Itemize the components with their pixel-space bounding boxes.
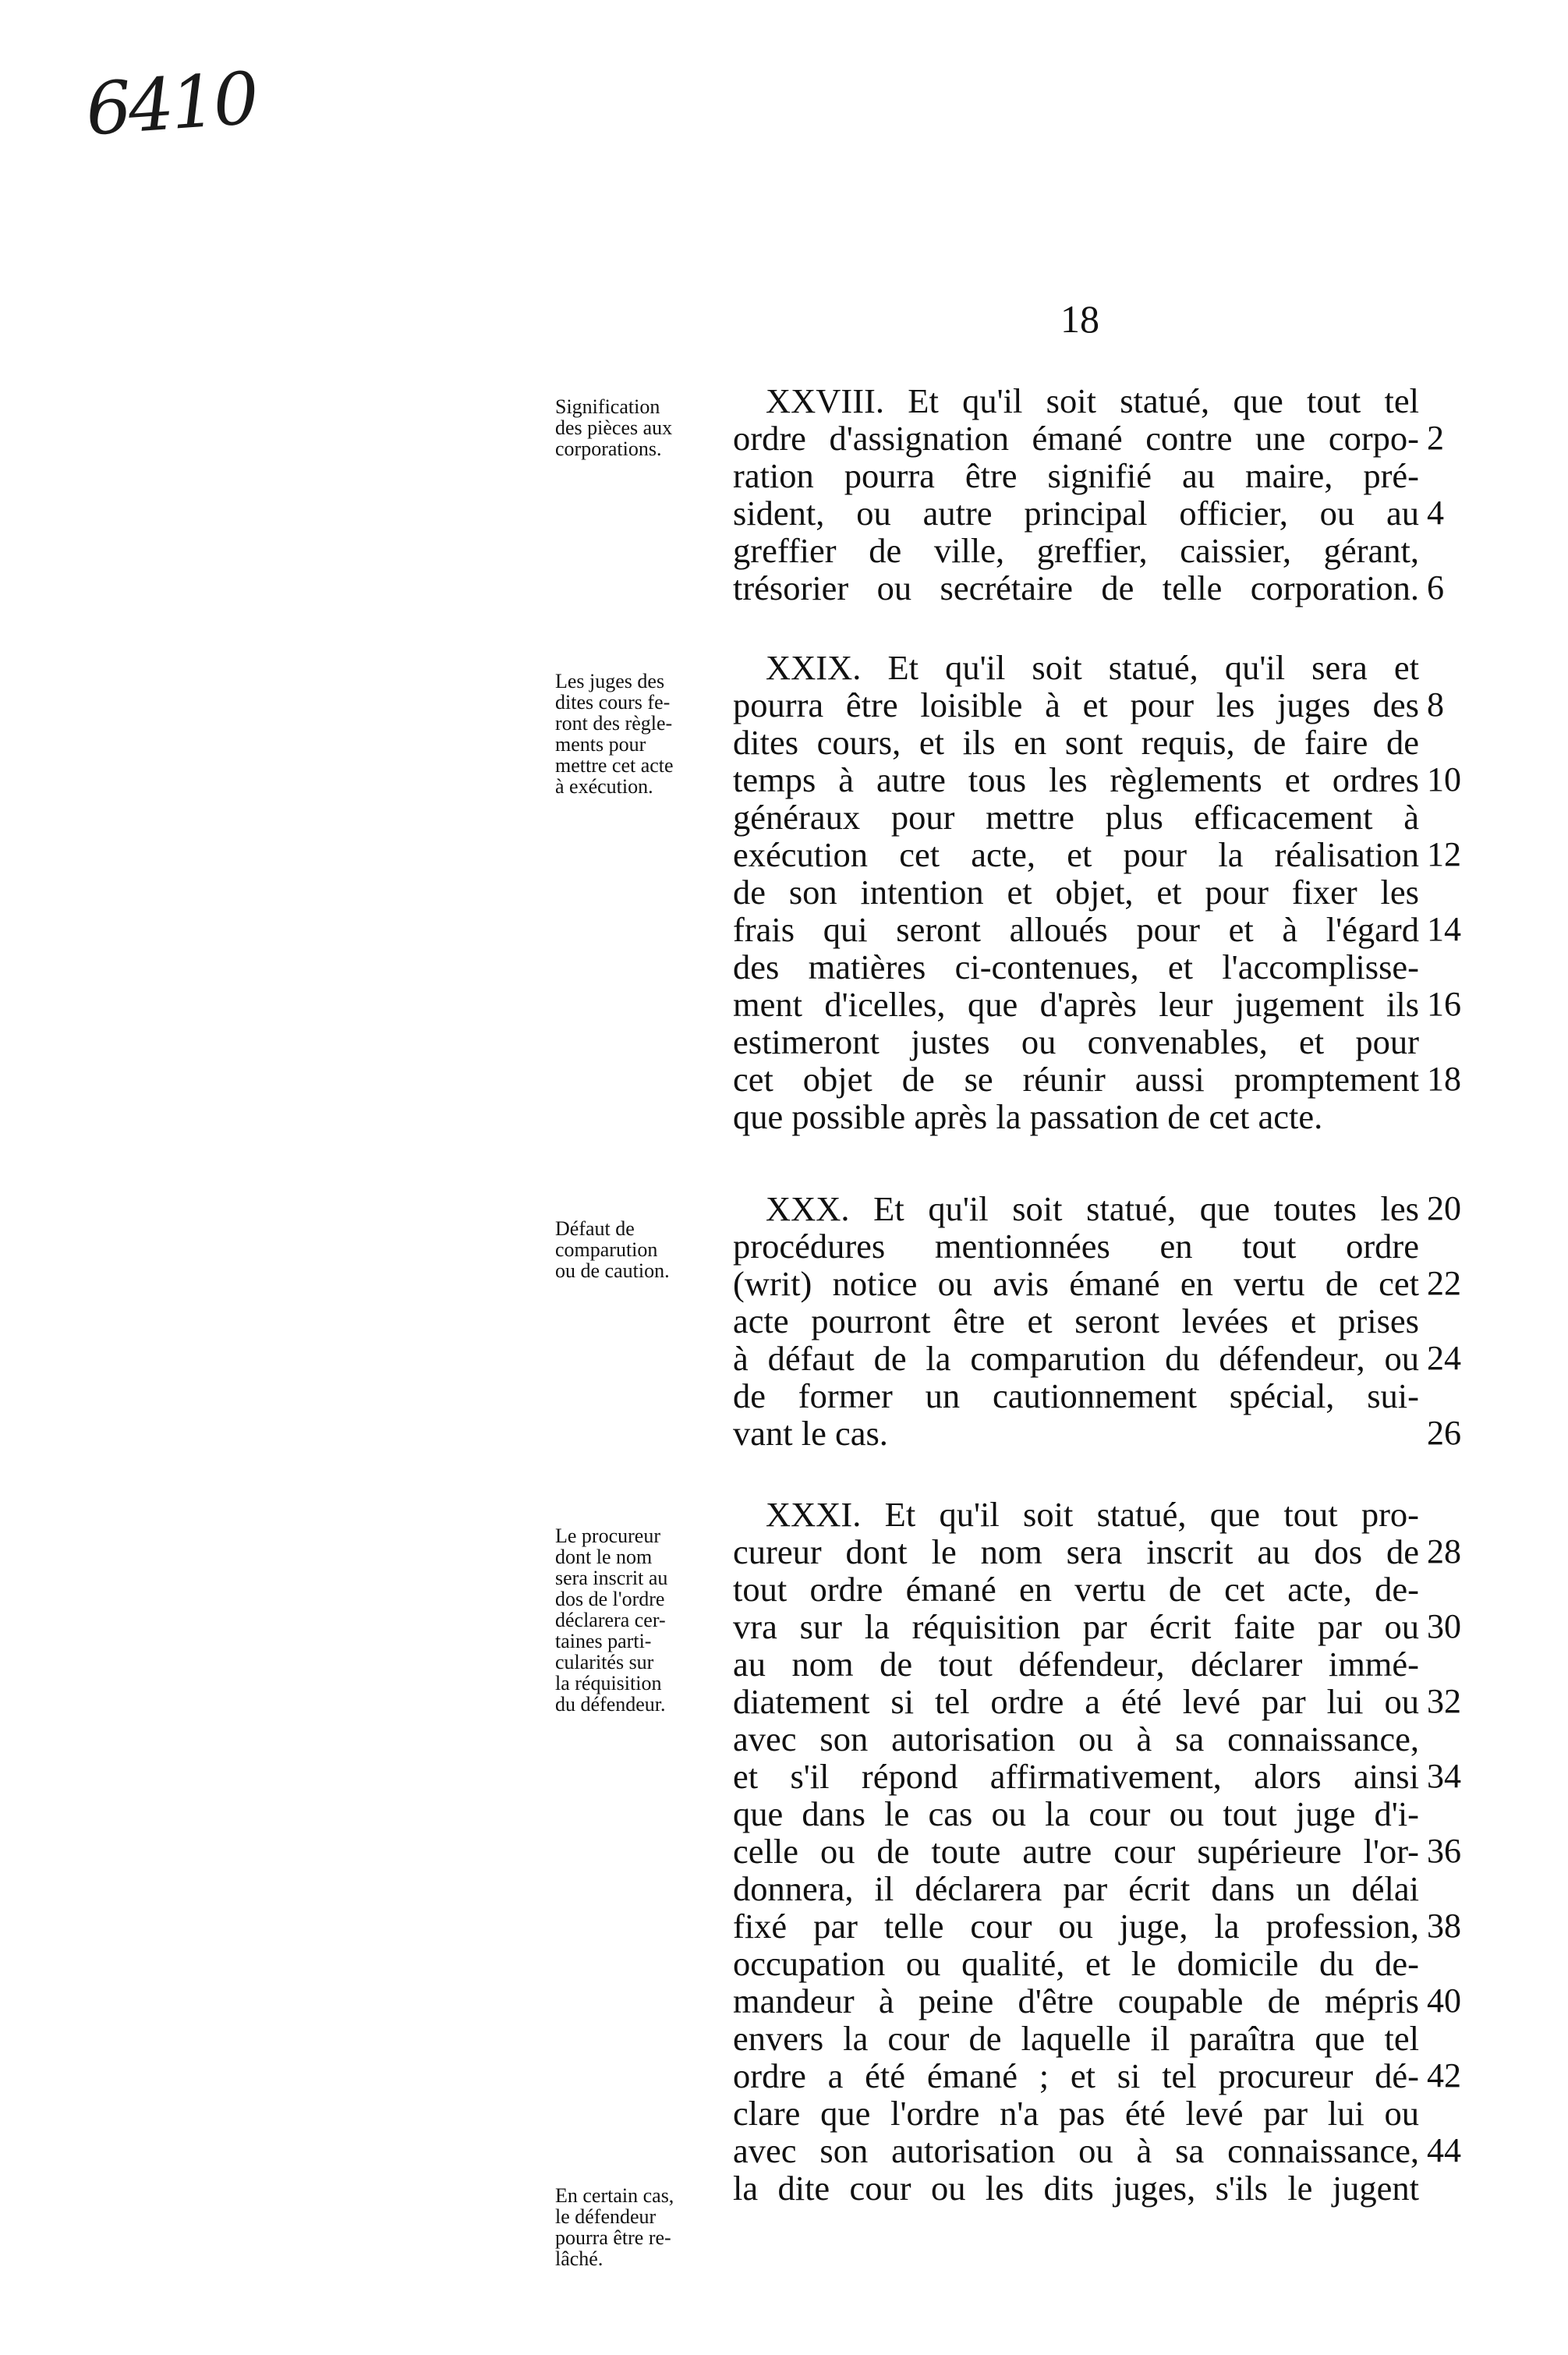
text-line: et s'il répond affirmativement, alors ainsi: [733, 1757, 1419, 1796]
line-number: 32: [1427, 1682, 1461, 1720]
line-number: 26: [1427, 1414, 1461, 1452]
line-number: 30: [1427, 1607, 1461, 1645]
margin-note-relache: En certain cas, le défendeur pourra être re- lâché.: [555, 2184, 674, 2270]
line-number: 10: [1427, 760, 1461, 799]
line-number: 44: [1427, 2131, 1461, 2169]
line-number: 28: [1427, 1532, 1461, 1571]
line-number: 40: [1427, 1981, 1461, 2020]
text-line: cet objet de se réunir aussi promptement: [733, 1060, 1419, 1099]
text-line: que possible après la passation de cet acte.: [733, 1097, 1323, 1136]
text-line: que dans le cas ou la cour ou tout juge d'i-: [733, 1794, 1419, 1833]
text-line: occupation ou qualité, et le domicile du de-: [733, 1944, 1419, 1983]
text-line: de former un cautionnement spécial, sui-: [733, 1376, 1419, 1415]
text-line: clare que l'ordre n'a pas été levé par lui ou: [733, 2094, 1419, 2133]
text-line: trésorier ou secrétaire de telle corporation.: [733, 568, 1419, 607]
text-line: dites cours, et ils en sont requis, de faire de: [733, 723, 1419, 762]
text-line: avec son autorisation ou à sa connaissance,: [733, 1719, 1419, 1758]
text-line: tout ordre émané en vertu de cet acte, de-: [733, 1570, 1419, 1609]
text-line: ration pourra être signifié au maire, pré-: [733, 456, 1419, 495]
page-number: 18: [1060, 297, 1099, 341]
text-line: mandeur à peine d'être coupable de mépris: [733, 1981, 1419, 2020]
section-xxix: [733, 649, 1419, 1135]
text-line: avec son autorisation ou à sa connaissance,: [733, 2131, 1419, 2170]
text-line: vant le cas.: [733, 1414, 888, 1453]
margin-note-procureur: Le procureur dont le nom sera inscrit au dos de l'ordre déclarera cer- taines parti- cularités sur la réquisition du défendeur.: [555, 1525, 668, 1716]
text-line: pourra être loisible à et pour les juges des: [733, 685, 1419, 724]
text-line: à défaut de la comparution du défendeur, ou: [733, 1339, 1419, 1378]
text-line: cureur dont le nom sera inscrit au dos de: [733, 1532, 1419, 1571]
section-xxviii: [733, 382, 1419, 607]
text-line: acte pourront être et seront levées et prises: [733, 1301, 1419, 1340]
text-line: donnera, il déclarera par écrit dans un délai: [733, 1869, 1419, 1908]
text-line: (writ) notice ou avis émané en vertu de cet: [733, 1264, 1419, 1303]
line-number: 36: [1427, 1832, 1461, 1870]
line-number: 38: [1427, 1907, 1461, 1945]
line-number: 6: [1427, 568, 1444, 607]
line-number: 8: [1427, 685, 1444, 724]
text-line: sident, ou autre principal officier, ou au: [733, 494, 1419, 533]
text-line: généraux pour mettre plus efficacement à: [733, 798, 1419, 837]
line-number: 18: [1427, 1060, 1461, 1098]
text-line: ordre d'assignation émané contre une corpo-: [733, 419, 1419, 458]
line-number: 16: [1427, 985, 1461, 1023]
text-line: XXX. Et qu'il soit statué, que toutes les: [766, 1189, 1419, 1228]
margin-note-juges: Les juges des dites cours fe- ront des règle- ments pour mettre cet acte à exécution.: [555, 670, 674, 798]
text-line: XXXI. Et qu'il soit statué, que tout pro-: [766, 1495, 1419, 1534]
line-number: 22: [1427, 1264, 1461, 1302]
margin-note-signification: Signification des pièces aux corporations.: [555, 395, 673, 460]
line-number: 24: [1427, 1339, 1461, 1377]
text-line: XXIX. Et qu'il soit statué, qu'il sera et: [766, 648, 1419, 687]
text-line: temps à autre tous les règlements et ordres: [733, 760, 1419, 799]
text-line: envers la cour de laquelle il paraîtra que tel: [733, 2019, 1419, 2058]
text-line: la dite cour ou les dits juges, s'ils le jugent: [733, 2169, 1419, 2208]
line-number: 20: [1427, 1189, 1461, 1227]
text-line: de son intention et objet, et pour fixer les: [733, 873, 1419, 912]
text-line: des matières ci-contenues, et l'accomplisse-: [733, 947, 1419, 986]
line-number: 34: [1427, 1757, 1461, 1795]
text-line: ordre a été émané ; et si tel procureur dé-: [733, 2056, 1419, 2095]
text-line: estimeront justes ou convenables, et pour: [733, 1022, 1419, 1061]
text-line: procédures mentionnées en tout ordre: [733, 1227, 1419, 1266]
text-line: XXVIII. Et qu'il soit statué, que tout tel: [766, 381, 1419, 420]
line-number: 42: [1427, 2056, 1461, 2095]
line-number: 12: [1427, 835, 1461, 873]
text-line: celle ou de toute autre cour supérieure l'or-: [733, 1832, 1419, 1871]
text-line: greffier de ville, greffier, caissier, gérant,: [733, 531, 1419, 570]
text-line: fixé par telle cour ou juge, la profession,: [733, 1907, 1419, 1946]
text-line: ment d'icelles, que d'après leur jugement ils: [733, 985, 1419, 1024]
text-line: au nom de tout défendeur, déclarer immé-: [733, 1645, 1419, 1684]
section-xxx: [733, 1190, 1419, 1452]
text-line: exécution cet acte, et pour la réalisation: [733, 835, 1419, 874]
margin-note-defaut: Défaut de comparution ou de caution.: [555, 1217, 670, 1282]
line-number: 2: [1427, 419, 1444, 457]
line-number: 4: [1427, 494, 1444, 532]
handwritten-mark: 6410: [83, 56, 259, 152]
text-line: diatement si tel ordre a été levé par lui ou: [733, 1682, 1419, 1721]
section-xxxi: [733, 1496, 1419, 2207]
text-line: vra sur la réquisition par écrit faite par ou: [733, 1607, 1419, 1646]
text-line: frais qui seront alloués pour et à l'égard: [733, 910, 1419, 949]
line-number: 14: [1427, 910, 1461, 948]
